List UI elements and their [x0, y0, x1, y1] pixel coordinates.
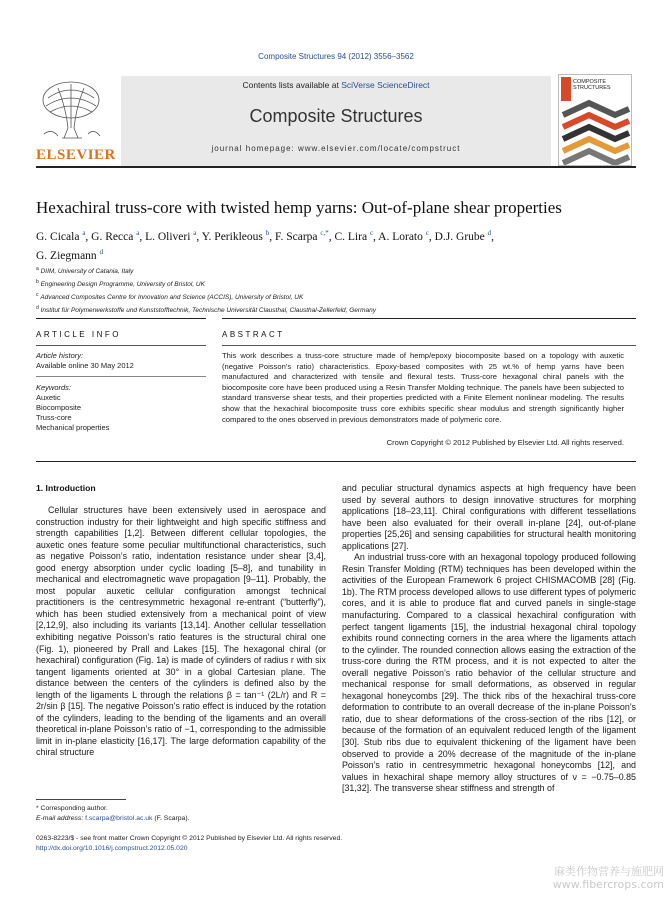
email-link[interactable]: f.scarpa@bristol.ac.uk: [85, 815, 153, 822]
cover-title: [573, 79, 611, 91]
affiliation-mark: c: [36, 292, 39, 299]
issn-line: 0263-8223/$ - see front matter Crown Copyright © 2012 Published by Elsevier Ltd. All rights reserved.: [36, 835, 343, 842]
elsevier-tree-icon: [38, 78, 104, 140]
affiliation-text: DIIM, University of Catania, Italy: [40, 268, 134, 276]
contents-prefix: Contents lists available at: [242, 80, 342, 90]
footnote: [36, 804, 326, 824]
abstract-text: This work describes a truss-core structure made of hemp/epoxy biocomposite based on a topology with auxetic (negative Poisson’s ratio) characteristics. Epoxy-based composites with 25 wt.% of hemp yarns have been manufactured and characterized with tensile and flexural tests. Truss-core hexagonal chiral panels with the biocomposite core have been produced using a Resin Transfer Molding technique. The panels have been subjected to standard transverse shear tests, and their properties predicted with a Finite Element nonlinear modeling. The results show that the hexachiral biocomposite truss core exhibits specific shear modulus and strength significantly higher compared to the ones observed in previous demonstrators made of polymeric core.: [222, 351, 624, 424]
author-list: G. Cicala $^a$, G. Recca $^a$, L. Oliveri $^a$, Y. Perikleous $^b$, F. Scarpa $^{c,*}$, C. Lira $^c$, A. Lorato $^c$, D.J. Grube $^d$, G. Ziegmann $^d$: [36, 229, 495, 262]
author-affil-mark[interactable]: d: [487, 229, 492, 237]
journal-reference[interactable]: Composite Structures 94 (2012) 3556–3562: [258, 52, 414, 61]
author-name: Y. Perikleous: [201, 230, 263, 243]
affiliation-mark: d: [36, 305, 39, 312]
author-affil-mark[interactable]: a: [193, 229, 197, 237]
body-column-left: [36, 505, 326, 759]
author-name: L. Oliveri: [145, 230, 191, 243]
doi-link[interactable]: http://dx.doi.org/10.1016/j.compstruct.2012.05.020: [36, 845, 188, 852]
affiliation: [36, 303, 636, 316]
author[interactable]: [145, 231, 196, 243]
keyword: Truss-core: [36, 413, 72, 422]
cover-label-line-1: COMPOSITE: [573, 79, 607, 85]
affiliation-mark: b: [36, 279, 39, 286]
keyword: Biocomposite: [36, 403, 82, 412]
site-watermark: [553, 865, 664, 891]
email-line: [36, 814, 326, 824]
author-affil-mark[interactable]: b: [265, 229, 270, 237]
elsevier-logo: [36, 78, 116, 163]
author-name: G. Cicala: [36, 230, 80, 243]
journal-header: [121, 76, 551, 166]
abstract-rule: [222, 318, 636, 319]
journal-cover-image: [558, 74, 632, 166]
copyright-line: Crown Copyright © 2012 Published by Elsevier Ltd. All rights reserved.: [386, 438, 624, 447]
sciencedirect-link[interactable]: SciVerse ScienceDirect: [341, 80, 430, 90]
author[interactable]: [91, 231, 139, 243]
affiliation-mark: a: [36, 266, 39, 272]
journal-title: Composite Structures: [249, 106, 423, 126]
author[interactable]: [36, 231, 85, 243]
body-rule: [36, 461, 636, 462]
article-info-subrule: [36, 345, 206, 346]
abstract-heading: ABSTRACT: [222, 330, 285, 339]
keywords-label: Keywords:: [36, 383, 72, 392]
author[interactable]: [36, 247, 104, 262]
author-name: F. Scarpa: [274, 230, 318, 243]
email-suffix: (F. Scarpa).: [152, 815, 190, 822]
author[interactable]: [202, 231, 270, 243]
keywords-rule: [36, 376, 206, 377]
author-name: D.J. Grube: [434, 230, 485, 243]
author[interactable]: [275, 231, 329, 243]
author-affil-mark[interactable]: c: [369, 229, 374, 237]
paragraph: and peculiar structural dynamics aspects at high frequency have been used by several authors to design innovative structures for morphing applications [18–23,11]. Chiral configurations with different tessellations have been also evaluated for their overall in-plane [24], out-of-plane properties [25,26] and sensing capabilities for structural health monitoring applications [27].: [342, 483, 636, 551]
body-column-right: [342, 483, 636, 795]
history-label: Article history:: [36, 351, 84, 360]
abstract-subrule: [222, 345, 636, 346]
journal-homepage-link[interactable]: journal homepage: www.elsevier.com/locate/compstruct: [211, 144, 461, 153]
history-value: Available online 30 May 2012: [36, 361, 134, 370]
paragraph: Cellular structures have been extensively used in aerospace and construction industry for their lightweight and high specific stiffness and strength capabilities [1,2]. Between different cellular topologies, the auxetic ones feature some peculiar multifunctional characteristics, such as negative Poisson’s ratio, indentation resistance under shear [3,4], good energy absorption under cyclic loading [5–8], and tunability in mechanical and electromagnetic wave propagation [9–11]. Probably, the most popular auxetic cellular configuration amongst technical practitioners is the centresymmetric hexagonal re-entrant (“butterfly”), which has been studied extensively from a mechanical point of view [2,12,9], also including its variants [13,14]. Another cellular tessellation exhibiting negative Poisson’s ratio features is the structural chiral one (Fig. 1), pioneered by Prall and Lakes [15]. The hexagonal chiral (or hexachiral) configuration (Fig. 1a) is made of cylinders of radius r with six tangent ligaments oriented at 30° in a global Cartesian plane. The distance between the centers of the cylinders is defined also by the length of the ligaments L through the relations β = tan⁻¹ (2L/r) and R = 2r/sin β [15]. The negative Poisson’s ratio effect is induced by the rotation of the cylinders, leading to the bending of the ligaments and an overall theoretical in-plane Poisson’s ratio of −1, corresponding to the admissible limit in in-plane elasticity [16,17]. The large deformation capability of the chiral structure: [36, 505, 326, 758]
author-affil-mark[interactable]: c,*: [320, 229, 329, 237]
author-affil-mark[interactable]: d: [99, 247, 104, 256]
author[interactable]: [334, 231, 373, 243]
footnote-rule: [36, 799, 126, 800]
corresponding-author-note: * Corresponding author.: [36, 805, 108, 812]
affiliation-list: [36, 264, 636, 317]
article-info-rule: [36, 318, 206, 319]
author[interactable]: [435, 231, 492, 243]
author-affil-mark[interactable]: a: [136, 229, 140, 237]
keyword: Auxetic: [36, 393, 61, 402]
author-name: G. Recca: [91, 230, 134, 243]
author-affil-mark[interactable]: a: [82, 229, 86, 237]
article-info: [36, 351, 196, 433]
cover-label-line-2: STRUCTURES: [573, 85, 611, 91]
keyword: Mechanical properties: [36, 423, 110, 432]
author[interactable]: [378, 231, 429, 243]
author-name: C. Lira: [334, 230, 368, 243]
section-heading: 1. Introduction: [36, 483, 96, 493]
email-label: E-mail address:: [36, 815, 86, 822]
paragraph: An industrial truss-core with an hexagonal topology produced following Resin Transfer Molding (RTM) techniques has been developed within the activities of the European Framework 6 project CHISMACOMB [28] (Fig. 1b). The RTM process developed allows to use different types of polymeric cores, and it is able to produce flat and curved panels in single-stage manufacturing. Compared to a classical hexachiral configuration with perfect tangent ligaments [15], the industrial hexagonal chiral topology exhibits round connecting corners in the area where the ligaments attach to the cylinder. The rounded connection allows easing the extraction of the truss-core during the RTM process, and it is not expected to alter the overall negative Poisson’s ratio behavior of the cellular structure and mechanical response for small deformations, as observed in regular hexagonal honeycombs [29]. The thick ribs of the hexachiral truss-core deformation to contribute to an overall decrease of the in-plane Poisson’s ratio, due to shear deformations of the cross-section of the ribs [12], or because of the formation of an equivalent reduced length of the ligament [30]. Stub ribs due to equivalent thickening of the ligament have been observed to provide a 20% decrease of the magnitude of the in-plane Poisson’s ratio in centresymmetric hexagonal honeycombs [12], and values in hexachiral shape memory alloy structures of ν = −0.75–0.85 [31,32]. The transverse shear stiffness and strength of: [342, 552, 636, 794]
affiliation-text: Institut für Polymerwerkstoffe und Kunststofftechnik, Technische Universität Clausthal, Clausthal-Zellerfeld, Germany: [40, 307, 376, 315]
watermark-line-2: www.fibercrops.com: [552, 878, 664, 891]
watermark-line-1: 麻类作物营养与施肥网: [554, 865, 664, 878]
author-affil-mark[interactable]: c: [425, 229, 429, 237]
affiliation: [36, 290, 636, 303]
article-title: Hexachiral truss-core with twisted hemp yarns: Out-of-plane shear properties: [36, 198, 562, 217]
author-name: G. Ziegmann: [36, 249, 97, 262]
affiliation-text: Advanced Composites Centre for Innovation and Science (ACCIS), University of Bristol, UK: [40, 294, 304, 302]
author-name: A. Lorato: [378, 230, 423, 243]
affiliation: [36, 277, 636, 290]
header-rule: [36, 166, 636, 168]
publisher-name: ELSEVIER: [36, 147, 116, 163]
affiliation-text: Engineering Design Programme, University of Bristol, UK: [40, 281, 205, 289]
page-footer: [36, 834, 636, 854]
affiliation: [36, 264, 636, 277]
contents-line: [121, 80, 551, 90]
article-info-heading: ARTICLE INFO: [36, 330, 121, 339]
